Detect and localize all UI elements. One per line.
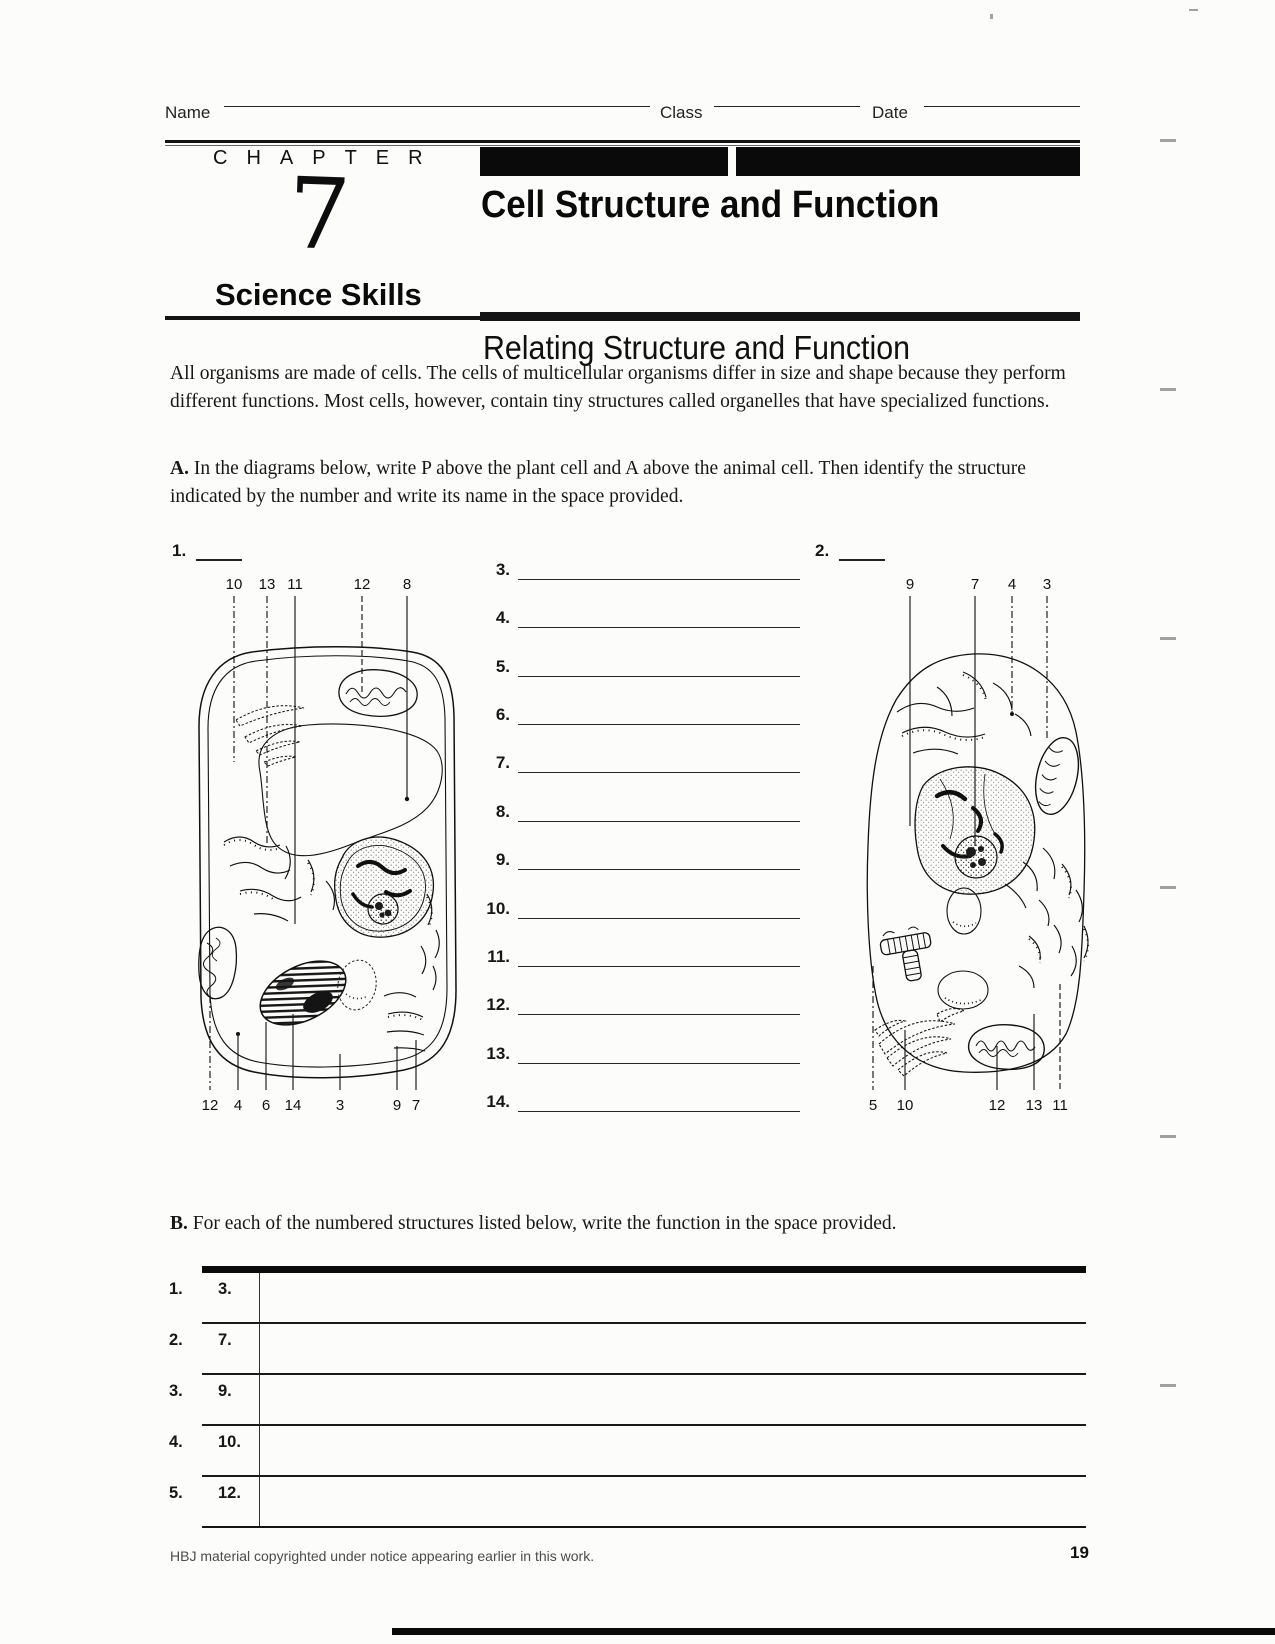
scan-edge-mark	[1160, 886, 1176, 889]
title-banner-gap	[728, 147, 736, 176]
chapter-eyebrow: CHAPTER	[213, 147, 442, 169]
section-rule-left	[165, 316, 480, 320]
row-structure-number: 9.	[202, 1375, 260, 1424]
animal-bottom-label: 10	[896, 1097, 914, 1114]
answer-blank-row	[478, 753, 800, 773]
scan-speck	[990, 14, 993, 19]
animal-bottom-label: 13	[1025, 1097, 1043, 1114]
intro-paragraph: All organisms are made of cells. The cells of multicellular organisms differ in size and shape because they perform different functions. Most cells, however, contain tiny structures called organelles that have specialized functions.	[170, 363, 1066, 412]
scan-edge-mark	[1160, 637, 1176, 640]
plant-cell-illustration	[190, 594, 470, 1090]
plant-cell-diagram	[190, 576, 470, 1121]
plant-mitochondrion-top	[339, 670, 417, 717]
plant-rough-er	[224, 837, 334, 921]
answer-number: 12.	[486, 995, 510, 1015]
row-item-number: 1.	[169, 1280, 183, 1298]
animal-cell-illustration	[845, 594, 1100, 1090]
page-number: 19	[1070, 1543, 1089, 1562]
row-structure-number: 3.	[202, 1273, 260, 1322]
answer-line	[518, 756, 800, 773]
animal-nucleolus	[955, 836, 997, 878]
answer-blank-row	[478, 995, 800, 1015]
part-b-table	[169, 1266, 1086, 1528]
date-blank-line	[924, 106, 1080, 107]
scan-edge-mark	[1160, 1384, 1176, 1387]
answer-line	[518, 563, 800, 580]
chapter-number: 7	[286, 156, 353, 274]
scan-edge-mark	[1160, 388, 1176, 391]
answer-number: 11.	[487, 946, 510, 966]
animal-vesicle-upper	[947, 888, 981, 934]
function-writing-area	[260, 1375, 1086, 1424]
answer-blank-row	[478, 560, 800, 580]
series-title: Science Skills	[215, 277, 422, 312]
answer-blank-row	[478, 608, 800, 628]
answer-line	[518, 1095, 800, 1112]
answer-number: 10.	[486, 898, 510, 918]
answer-slot-1	[172, 541, 242, 561]
answer-blank-row	[478, 1092, 800, 1112]
part-b-instructions-text: For each of the numbered structures listed below, write the function in the space provided.	[192, 1213, 897, 1234]
plant-top-label: 8	[402, 576, 412, 593]
answer-line	[518, 950, 800, 967]
function-writing-area	[260, 1426, 1086, 1475]
plant-bottom-label: 3	[335, 1097, 345, 1114]
table-row	[169, 1426, 1086, 1477]
section-rule-right	[480, 312, 1080, 321]
animal-top-label: 9	[905, 576, 915, 593]
table-row	[169, 1477, 1086, 1528]
animal-nucleus	[915, 767, 1035, 894]
plant-top-label: 12	[353, 576, 371, 593]
answer-number: 14.	[486, 1091, 510, 1111]
plant-central-vacuole	[259, 724, 442, 856]
animal-golgi-apparatus	[875, 1009, 964, 1076]
answer-blank-row	[478, 705, 800, 725]
table-row	[169, 1375, 1086, 1426]
answer-blank-row	[478, 850, 800, 870]
animal-centriole	[878, 924, 936, 984]
part-a-instructions-text: In the diagrams below, write P above the plant cell and A above the animal cell. Then identify the structure indicated by the number and write its name in the space provided.	[170, 458, 1026, 507]
plant-bottom-label: 14	[284, 1097, 302, 1114]
date-label: Date	[872, 103, 908, 122]
row-item-number: 2.	[169, 1331, 183, 1349]
function-writing-area	[260, 1273, 1086, 1322]
part-a-instructions	[170, 455, 1085, 510]
page-title: Cell Structure and Function	[481, 184, 940, 226]
class-blank-line	[714, 106, 860, 107]
plant-nucleus	[335, 837, 434, 937]
answer-number: 3.	[495, 560, 510, 579]
plant-bottom-label: 12	[201, 1097, 219, 1114]
animal-bottom-label: 12	[988, 1097, 1006, 1114]
answer-number: 6.	[495, 705, 510, 725]
function-writing-area	[260, 1477, 1086, 1526]
animal-top-label: 4	[1007, 576, 1017, 593]
answer-blank-row	[478, 899, 800, 919]
animal-mitochondrion-right	[1029, 734, 1086, 819]
answer-blank-row	[478, 657, 800, 677]
class-label: Class	[660, 103, 703, 122]
answer-line	[518, 998, 800, 1015]
scan-speck	[1189, 9, 1198, 11]
answer-number: 4.	[495, 608, 510, 628]
answer-number: 8.	[495, 801, 510, 821]
answer-number: 13.	[486, 1043, 510, 1063]
row-structure-number: 10.	[202, 1426, 260, 1475]
plant-bottom-label: 7	[411, 1097, 421, 1114]
row-structure-number: 7.	[202, 1324, 260, 1373]
name-blank-line	[224, 106, 650, 107]
scan-bottom-line	[392, 1628, 1275, 1635]
answer-slot-1-number: 1.	[172, 541, 187, 560]
part-b-instructions	[170, 1210, 1090, 1238]
answer-line	[518, 853, 800, 870]
plant-nucleolus	[368, 894, 398, 924]
plant-top-label: 13	[258, 576, 276, 593]
row-item-number: 5.	[169, 1484, 183, 1502]
answer-number: 9.	[495, 850, 510, 870]
scan-edge-mark	[1160, 1135, 1176, 1138]
animal-cell-diagram	[845, 576, 1100, 1121]
answer-slot-2-line	[839, 544, 885, 561]
answer-blank-row	[478, 802, 800, 822]
answer-line	[518, 805, 800, 822]
row-item-number: 3.	[169, 1382, 183, 1400]
answer-blank-row	[478, 1044, 800, 1064]
part-b-label: B.	[170, 1213, 188, 1234]
plant-bottom-label: 4	[233, 1097, 243, 1114]
answer-blank-row	[478, 947, 800, 967]
name-label: Name	[165, 103, 211, 122]
row-structure-number: 12.	[202, 1477, 260, 1526]
answer-number: 5.	[495, 656, 510, 676]
answer-blank-list	[478, 560, 800, 1112]
table-row	[169, 1273, 1086, 1324]
plant-bottom-label: 6	[261, 1097, 271, 1114]
animal-vesicle-lower	[938, 971, 988, 1009]
answer-line	[518, 902, 800, 919]
plant-top-label: 11	[287, 576, 303, 593]
answer-number: 7.	[495, 753, 510, 773]
title-banner-bar	[480, 147, 1080, 176]
answer-slot-1-line	[196, 544, 242, 561]
plant-bottom-label: 9	[392, 1097, 402, 1114]
plant-top-label: 10	[225, 576, 243, 593]
answer-line	[518, 708, 800, 725]
footer-copyright: HBJ material copyrighted under notice appearing earlier in this work.	[170, 1548, 595, 1564]
table-row	[169, 1324, 1086, 1375]
animal-top-label: 7	[970, 576, 980, 593]
animal-bottom-label: 11	[1052, 1097, 1068, 1114]
scan-edge-mark	[1160, 139, 1176, 142]
row-item-number: 4.	[169, 1433, 183, 1451]
animal-top-label: 3	[1042, 576, 1052, 593]
answer-slot-2	[815, 541, 885, 561]
answer-line	[518, 660, 800, 677]
function-writing-area	[260, 1324, 1086, 1373]
part-a-label: A.	[170, 458, 189, 479]
animal-bottom-label: 5	[868, 1097, 878, 1114]
header-rule	[165, 140, 1080, 143]
answer-line	[518, 1047, 800, 1064]
header-rule-echo	[165, 145, 1080, 146]
answer-line	[518, 611, 800, 628]
answer-slot-2-number: 2.	[815, 541, 830, 560]
plant-mitochondrion-left	[199, 927, 237, 999]
section-title: Relating Structure and Function	[483, 329, 910, 366]
plant-golgi-apparatus	[236, 706, 304, 766]
